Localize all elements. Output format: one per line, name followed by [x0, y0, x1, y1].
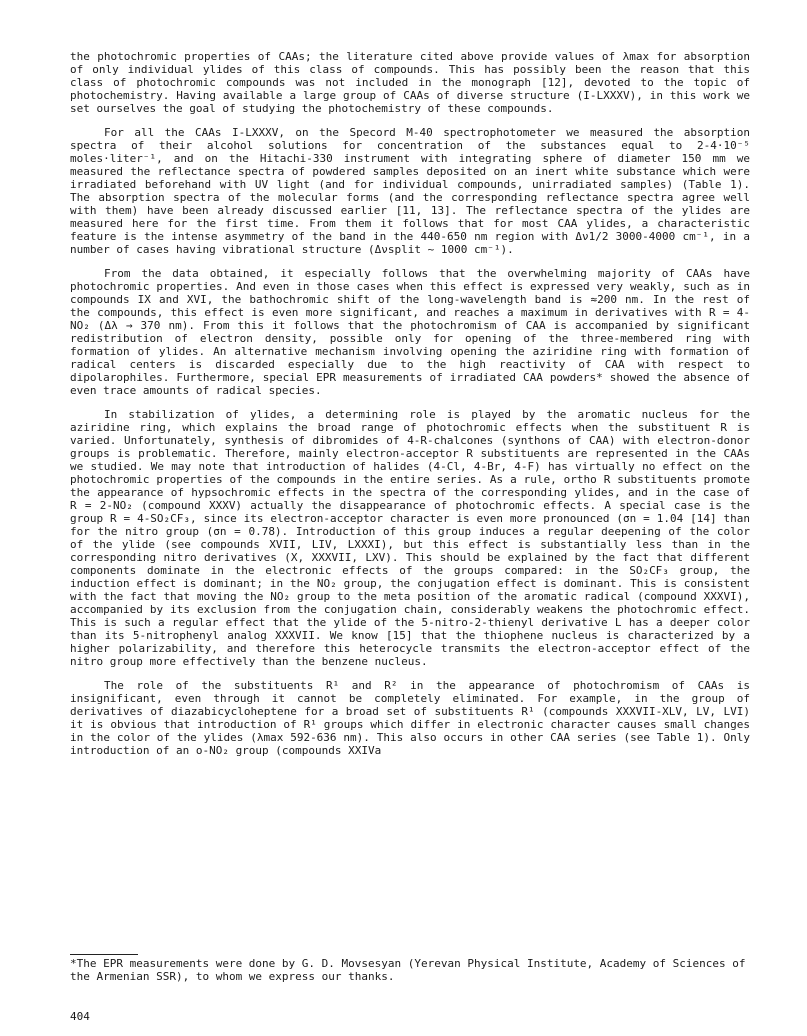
paragraph-4: In stabilization of ylides, a determining role is played by the aromatic nucleus for the aziridine ring, which explains the broad range of photochromic effects when the substituent R is varied. Unfortunately, synthesis of dibromides of 4-R-chalcones (synthons of CAA) with electron-donor groups is problematic. Therefore, mainly electron-acceptor R substituents are represented in the CAAs we studied. We may note that introduction of halides (4-Cl, 4-Br, 4-F) has virtually no effect on the photochromic properties of the compounds in the entire series. As a rule, ortho R substituents promote the appearance of hypsochromic effects in the spectra of the corresponding ylides, and in the case of R = 2-NO₂ (compound XXXV) actually the disappearance of photochromic effects. A special case is the group R = 4-SO₂CF₃, since its electron-acceptor character is even more pronounced (σn = 1.04 [14] than for the nitro group (σn = 0.78). Introduction of this group induces a regular deepening of the color of the ylide (see compounds XVII, LIV, LXXXI), but this effect is substantially less than in the corresponding nitro derivatives (X, XXXVII, LXV). This should be explained by the fact that different components dominate in the electronic effects of the groups compared: in the SO₂CF₃ group, the induction effect is dominant; in the NO₂ group, the conjugation effect is dominant. This is consistent with the fact that moving the NO₂ group to the meta position of the aromatic radical (compound XXXVI), accompanied by its exclusion from the conjugation chain, considerably weakens the photochromic effect. This is such a regular effect that the ylide of the 5-nitro-2-thienyl derivative L has a deeper color than its 5-nitrophenyl analog XXXVII. We know [15] that the thiophene nucleus is characterized by a higher polarizability, and therefore this heterocycle transmits the electron-acceptor effect of the nitro group more effectively than the benzene nucleus.	[70, 408, 750, 668]
page-number: 404	[70, 1010, 90, 1023]
page-body	[70, 50, 750, 768]
footnote-divider	[70, 954, 138, 955]
paragraph-3: From the data obtained, it especially follows that the overwhelming majority of CAAs have photochromic properties. And even in those cases when this effect is expressed very weakly, such as in compounds IX and XVI, the bathochromic shift of the long-wavelength band is ≈200 nm. In the rest of the compounds, this effect is even more significant, and reaches a maximum in derivatives with R = 4-NO₂ (Δλ → 370 nm). From this it follows that the photochromism of CAA is accompanied by significant redistribution of electron density, possible only for opening of the three-membered ring with formation of ylides. An alternative mechanism involving opening the aziridine ring with formation of radical centers is discarded especially due to the high reactivity of CAA with respect to dipolarophiles. Furthermore, special EPR measurements of irradiated CAA powders* showed the absence of even trace amounts of radical species.	[70, 267, 750, 397]
paragraph-5: The role of the substituents R¹ and R² in the appearance of photochromism of CAAs is insignificant, even through it cannot be completely eliminated. For example, in the group of derivatives of diazabicycloheptene for a broad set of substituents R¹ (compounds XXXVII-XLV, LV, LVI) it is obvious that introduction of R¹ groups which differ in electronic character causes small changes in the color of the ylides (λmax 592-636 nm). This also occurs in other CAA series (see Table 1). Only introduction of an o-NO₂ group (compounds XXIVa	[70, 679, 750, 757]
paragraph-1: the photochromic properties of CAAs; the literature cited above provide values of λmax for absorption of only individual ylides of this class of compounds. This has possibly been the reason that this class of photochromic compounds was not included in the monograph [12], devoted to the topic of photochemistry. Having available a large group of CAAs of diverse structure (I-LXXXV), in this work we set ourselves the goal of studying the photochemistry of these compounds.	[70, 50, 750, 115]
footnote: *The EPR measurements were done by G. D. Movsesyan (Yerevan Physical Institute, Academy of Sciences of the Armenian SSR), to whom we express our thanks.	[70, 957, 746, 983]
paragraph-2: For all the CAAs I-LXXXV, on the Specord M-40 spectrophotometer we measured the absorption spectra of their alcohol solutions for concentration of the substances equal to 2-4·10⁻⁵ moles·liter⁻¹, and on the Hitachi-330 instrument with integrating sphere of diameter 150 mm we measured the reflectance spectra of powdered samples deposited on an inert white substance which were irradiated beforehand with UV light (and for individual compounds, unirradiated samples) (Table 1). The absorption spectra of the molecular forms (and the corresponding reflectance spectra agree well with them) have been already discussed earlier [11, 13]. The reflectance spectra of the ylides are measured here for the first time. From them it follows that for most CAA ylides, a characteristic feature is the intense asymmetry of the band in the 440-650 nm region with Δν1/2 3000-4000 cm⁻¹, in a number of cases having vibrational structure (Δνsplit ~ 1000 cm⁻¹).	[70, 126, 750, 256]
